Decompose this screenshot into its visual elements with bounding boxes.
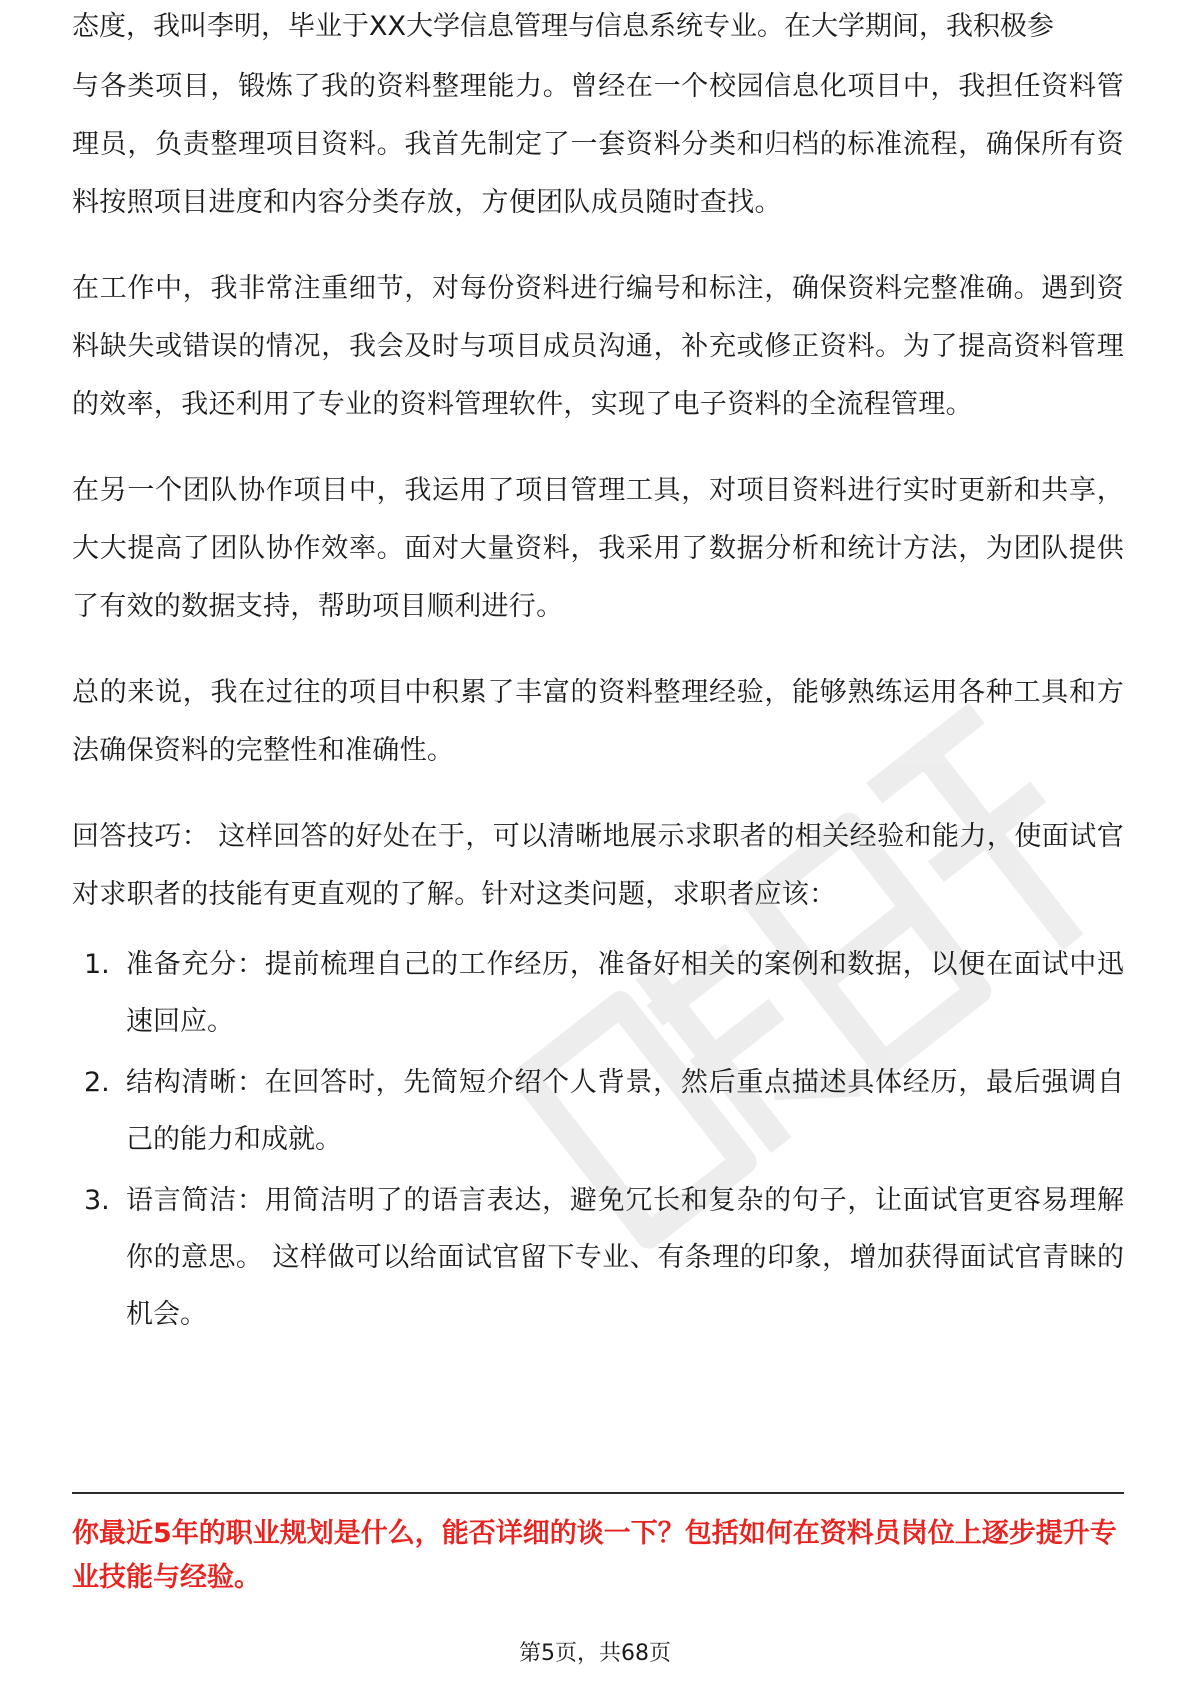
paragraph-3: 在另一个团队协作项目中，我运用了项目管理工具，对项目资料进行实时更新和共享，大大提高了团队协作效率。面对大量资料，我采用了数据分析和统计方法，为团队提供了有效的数据支持，帮助项目顺利进行。 xyxy=(72,475,1124,622)
next-question-heading: 你最近5年的职业规划是什么，能否详细的谈一下？包括如何在资料员岗位上逐步提升专业技能与经验。 xyxy=(72,1518,1117,1593)
list-item-text: 准备充分：提前梳理自己的工作经历，准备好相关的案例和数据，以便在面试中迅速回应。 xyxy=(126,949,1124,1037)
list-item xyxy=(72,1054,1124,1168)
list-item-number: 3. xyxy=(84,1185,110,1216)
list-item-number: 2. xyxy=(84,1067,110,1098)
list-item-text: 语言简洁：用简洁明了的语言表达，避免冗长和复杂的句子，让面试官更容易理解你的意思。 这样做可以给面试官留下专业、有条理的印象，增加获得面试官青睐的机会。 xyxy=(126,1185,1124,1330)
list-item xyxy=(72,936,1124,1050)
tips-list xyxy=(72,936,1124,1343)
cut-off-line xyxy=(72,11,1124,58)
paragraph-4: 总的来说，我在过往的项目中积累了丰富的资料整理经验，能够熟练运用各种工具和方法确保资料的完整性和准确性。 xyxy=(72,677,1124,766)
page-number: 第5页，共68页 xyxy=(519,1641,671,1666)
list-item-number: 1. xyxy=(84,949,110,980)
list-item-text: 结构清晰：在回答时，先简短介绍个人背景，然后重点描述具体经历，最后强调自己的能力和成就。 xyxy=(126,1067,1124,1155)
paragraph-2: 在工作中，我非常注重细节，对每份资料进行编号和标注，确保资料完整准确。遇到资料缺失或错误的情况，我会及时与项目成员沟通，补充或修正资料。为了提高资料管理的效率，我还利用了专业的资料管理软件，实现了电子资料的全流程管理。 xyxy=(72,273,1124,420)
section-divider xyxy=(72,1492,1124,1494)
paragraph-1: 与各类项目，锻炼了我的资料整理能力。曾经在一个校园信息化项目中，我担任资料管理员，负责整理项目资料。我首先制定了一套资料分类和归档的标准流程，确保所有资料按照项目进度和内容分类存放，方便团队成员随时查找。 xyxy=(72,71,1124,218)
cut-off-line-text: 态度，我叫李明，毕业于XX大学信息管理与信息系统专业。在大学期间，我积极参 xyxy=(72,11,1054,42)
document-body xyxy=(72,11,1124,1347)
list-item xyxy=(72,1172,1124,1343)
answer-tips-intro: 回答技巧： 这样回答的好处在于，可以清晰地展示求职者的相关经验和能力，使面试官对求职者的技能有更直观的了解。针对这类问题，求职者应该： xyxy=(72,821,1124,910)
